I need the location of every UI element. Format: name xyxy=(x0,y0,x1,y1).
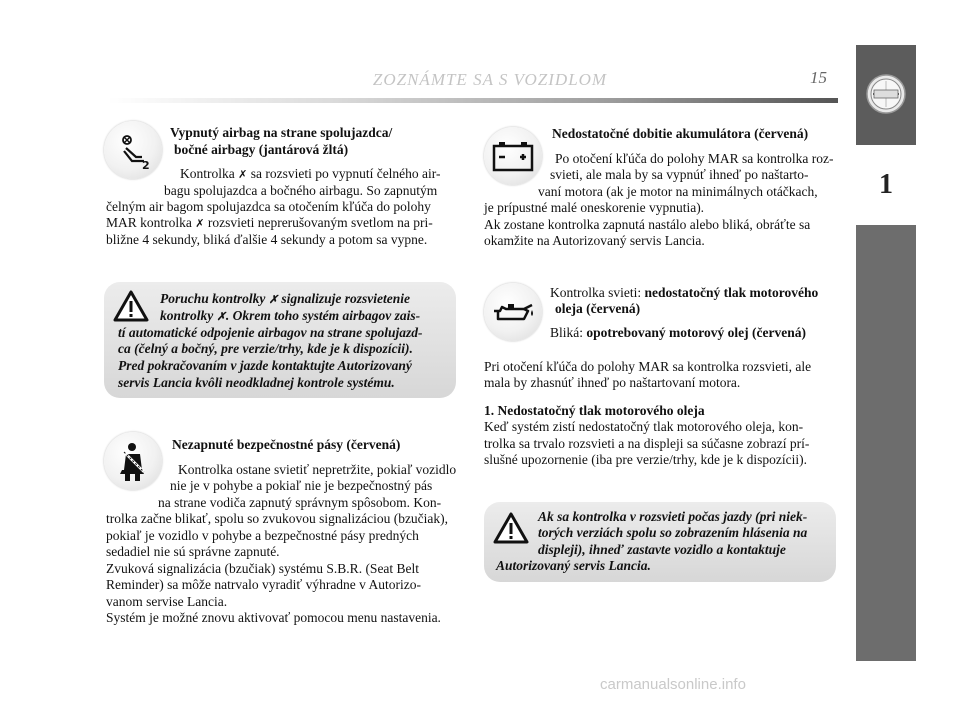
battery-line4: je prípustné malé oneskorenie vypnutia). xyxy=(484,200,705,215)
airbag-warning-line5: Pred pokračovaním v jazde kontaktujte Autorizovaný xyxy=(118,358,412,373)
chapter-number: 1 xyxy=(879,169,893,200)
running-header: ZOZNÁMTE SA S VOZIDLOM xyxy=(372,70,608,89)
airbag-text-c: MAR kontrolka xyxy=(106,215,192,230)
airbag-text-b: sa rozsvieti po vypnutí čelného air- xyxy=(250,166,441,181)
battery-icon xyxy=(484,127,542,185)
oil-line5: slušné upozornenie (iba pre verzie/trhy, kde je k dispozícii). xyxy=(484,452,808,467)
page-number: 15 xyxy=(810,68,827,87)
warning1-text-a: Poruchu kontrolky xyxy=(160,291,266,306)
oil-line3: Keď systém zistí nedostatočný tlak motorového oleja, kon- xyxy=(484,419,804,434)
battery-line5: Ak zostane kontrolka zapnutá nastálo alebo bliká, obráťte sa xyxy=(484,217,811,232)
battery-title: Nedostatočné dobitie akumulátora (červená) xyxy=(552,126,809,141)
oil-blink-label: Bliká: xyxy=(550,325,583,340)
warning1-text-c: kontrolky xyxy=(160,308,214,323)
airbag-text-line3: čelným air bagom spolujazdca sa otočením kľúča do polohy xyxy=(106,199,431,214)
seatbelt-line8: Reminder) sa môže natrvalo vyradiť výhradne v Autorizo- xyxy=(106,577,422,592)
warning1-text-d: . Okrem toho systém airbagov zais- xyxy=(225,308,421,323)
header-rule xyxy=(108,98,838,103)
battery-line6: okamžite na Autorizovaný servis Lancia. xyxy=(484,233,705,248)
airbag-title-line1: Vypnutý airbag na strane spolujazdca/ xyxy=(170,125,393,140)
oil-warning-line4: Autorizovaný servis Lancia. xyxy=(496,558,651,573)
battery-line2: svieti, ale mala by sa vypnúť ihneď po naštarto- xyxy=(550,167,809,182)
seatbelt-line2: nie je v pohybe a pokiaľ nie je bezpečnostný pás xyxy=(170,478,433,493)
seatbelt-icon xyxy=(104,432,162,490)
oil-warning-line1: Ak sa kontrolka v rozsvieti počas jazdy (pri niek- xyxy=(538,509,808,524)
seatbelt-line6: sedadiel nie sú správne zapnuté. xyxy=(106,544,280,559)
seatbelt-line7: Zvuková signalizácia (bzučiak) systému S.B.R. (Seat Belt xyxy=(106,561,420,576)
oil-blink-line xyxy=(550,325,806,342)
seatbelt-line1: Kontrolka ostane svietiť nepretržite, pokiaľ vozidlo xyxy=(178,462,457,477)
battery-line3: vaní motora (ak je motor na minimálnych otáčkach, xyxy=(538,184,818,199)
seatbelt-line5: pokiaľ je vozidlo v pohybe a bezpečnostné pásy predných xyxy=(106,528,419,543)
airbag-text-d: rozsvieti neprerušovaným svetlom na pri- xyxy=(207,215,433,230)
airbag-text-line2: bagu spolujazdca a bočného airbagu. So zapnutým xyxy=(164,183,438,198)
airbag-off-inline-icon-2: ✗ xyxy=(195,218,205,230)
oil-warning-line3: displeji), ihneď zastavte vozidlo a kontaktuje xyxy=(538,542,786,557)
oil-lit-line2: oleja (červená) xyxy=(555,301,641,316)
airbag-warning-line6: servis Lancia kvôli neodkladnej kontrole systému. xyxy=(118,375,395,390)
lancia-logo-icon xyxy=(865,73,907,115)
site-watermark: carmanualsonline.info xyxy=(600,676,746,693)
oil-blink-value: opotrebovaný motorový olej (červená) xyxy=(586,325,806,340)
airbag-text-line1 xyxy=(180,166,441,184)
oil-lit-value: nedostatočný tlak motorového xyxy=(644,285,819,300)
oil-pressure-icon xyxy=(484,283,542,341)
airbag-text-line4 xyxy=(106,215,433,233)
airbag-warning-line4: ca (čelný a bočný, pre verzie/trhy, kde je k dispozícii). xyxy=(118,341,413,356)
battery-line1: Po otočení kľúča do polohy MAR sa kontrolka roz- xyxy=(555,151,834,166)
oil-lit-line1 xyxy=(550,285,818,302)
oil-lit-label: Kontrolka svieti: xyxy=(550,285,642,300)
airbag-warning-line1 xyxy=(160,291,410,309)
airbag-title-line2: bočné airbagy (jantárová žltá) xyxy=(174,142,349,157)
chapter-side-tab xyxy=(856,45,916,661)
seatbelt-line3: na strane vodiča zapnutý správnym spôsobom. Kon- xyxy=(158,495,442,510)
airbag-warning-line3: tí automatické odpojenie airbagov na strane spolujazd- xyxy=(118,325,423,340)
airbag-off-inline-icon: ✗ xyxy=(238,169,248,181)
warning-triangle-icon xyxy=(112,289,150,323)
warning-triangle-icon-2 xyxy=(492,511,530,545)
airbag-text-a: Kontrolka xyxy=(180,166,235,181)
oil-line4: trolka sa trvalo rozsvieti a na displeji sa súčasne zobrazí prí- xyxy=(484,436,810,451)
oil-line2: mala by zhasnúť ihneď po naštartovaní motora. xyxy=(484,375,741,390)
airbag-text-line5: bližne 4 sekundy, bliká ďalšie 4 sekundy a potom sa vypne. xyxy=(106,232,428,247)
oil-subtitle: 1. Nedostatočný tlak motorového oleja xyxy=(484,403,705,418)
warning1-text-b: signalizuje rozsvietenie xyxy=(281,291,411,306)
chapter-box xyxy=(856,145,916,225)
seatbelt-line9: vanom servise Lancia. xyxy=(106,594,228,609)
oil-warning-line2: torých verziách spolu so zobrazením hlásenia na xyxy=(538,525,808,540)
seatbelt-line10: Systém je možné znovu aktivovať pomocou menu nastavenia. xyxy=(106,610,441,625)
brand-logo-box xyxy=(856,45,916,145)
airbag-off-inline-icon-3: ✗ xyxy=(268,294,278,306)
oil-line1: Pri otočení kľúča do polohy MAR sa kontrolka rozsvieti, ale xyxy=(484,359,812,374)
svg-text:2: 2 xyxy=(142,159,150,172)
seatbelt-line4: trolka začne blikať, spolu so zvukovou signalizáciou (bzučiak), xyxy=(106,511,449,526)
seatbelt-title: Nezapnuté bezpečnostné pásy (červená) xyxy=(172,437,401,452)
passenger-airbag-off-icon xyxy=(104,121,162,179)
airbag-warning-line2 xyxy=(160,308,420,326)
airbag-inline-icon: ✗ xyxy=(216,311,226,323)
